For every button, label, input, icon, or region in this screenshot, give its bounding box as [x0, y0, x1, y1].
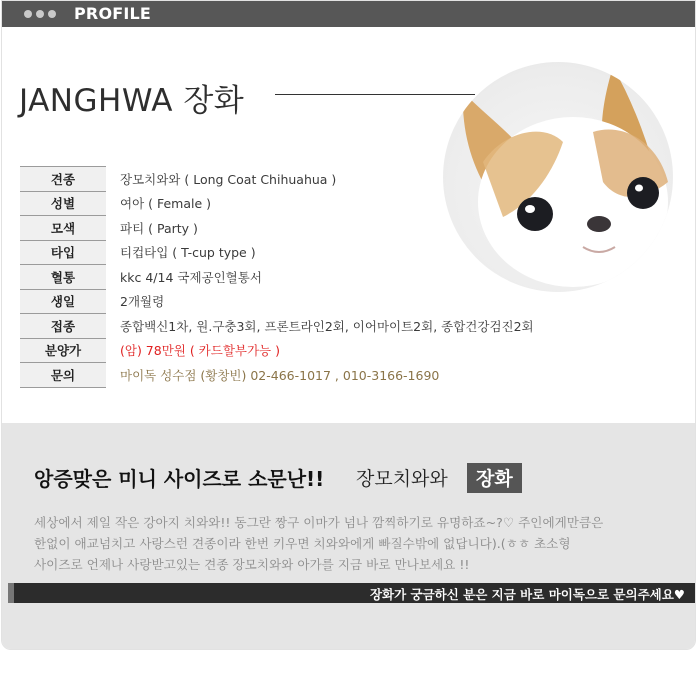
dot-icon — [48, 10, 56, 18]
promo-description — [34, 512, 664, 575]
row-label-type: 타입 — [20, 240, 106, 265]
row-label-birth: 생일 — [20, 289, 106, 314]
table-row — [20, 265, 534, 290]
inquiry-cta-text: 장화가 궁금하신 분은 지금 바로 마이독으로 문의주세요♥ — [369, 587, 685, 602]
table-row — [20, 289, 534, 314]
row-value-breed: 장모치와와 ( Long Coat Chihuahua ) — [120, 171, 337, 187]
profile-card — [1, 0, 696, 650]
dog-name-heading: JANGHWA 장화 — [19, 83, 245, 119]
table-row — [20, 216, 534, 241]
inquiry-cta-bar — [8, 583, 695, 603]
promo-line: 세상에서 제일 작은 강아지 치와와!! 동그란 짱구 이마가 넘나 깜찍하기로 유명하죠~?♡ 주인에게만큼은 — [34, 515, 604, 530]
promo-line: 사이즈로 언제나 사랑받고있는 견종 장모치와와 아가를 지금 바로 만나보세요 !! — [34, 557, 470, 572]
row-label-vaccination: 접종 — [20, 314, 106, 339]
table-row — [20, 338, 534, 363]
row-value-price: (암) 78만원 ( 카드할부가능 ) — [120, 343, 280, 359]
promo-name-tag: 장화 — [467, 463, 522, 493]
table-row — [20, 191, 534, 216]
row-label-color: 모색 — [20, 216, 106, 241]
header-dots — [24, 10, 56, 18]
row-value-pedigree: kkc 4/14 국제공인혈통서 — [120, 269, 262, 285]
row-label-pedigree: 혈통 — [20, 265, 106, 290]
row-label-sex: 성별 — [20, 191, 106, 216]
row-value-sex: 여아 ( Female ) — [120, 196, 212, 212]
table-row — [20, 240, 534, 265]
heading-divider — [275, 94, 475, 95]
row-label-inquiry: 문의 — [20, 363, 106, 388]
promo-line: 한없이 애교넘치고 사랑스런 견종이라 한번 키우면 치와와에게 빠질수밖에 없답니다).(ㅎㅎ 초소형 — [34, 536, 571, 551]
table-row — [20, 167, 534, 192]
row-value-color: 파티 ( Party ) — [120, 220, 198, 236]
promo-subtitle: 장모치와와 — [356, 468, 448, 490]
profile-info-table — [20, 166, 534, 388]
profile-header-bar — [2, 1, 695, 27]
row-value-inquiry: 마이독 성수점 (황창빈) 02-466-1017 , 010-3166-1690 — [120, 367, 440, 383]
row-value-type: 티컵타입 ( T-cup type ) — [120, 245, 256, 261]
promo-title: 앙증맞은 미니 사이즈로 소문난!! — [34, 467, 325, 491]
row-value-birth: 2개월령 — [120, 294, 165, 310]
dot-icon — [36, 10, 44, 18]
row-label-price: 분양가 — [20, 338, 106, 363]
table-row — [20, 314, 534, 339]
header-title: PROFILE — [74, 4, 152, 23]
row-value-vaccination: 종합백신1차, 원.구충3회, 프론트라인2회, 이어마이트2회, 종합건강검진2회 — [120, 318, 534, 334]
row-label-breed: 견종 — [20, 167, 106, 192]
dot-icon — [24, 10, 32, 18]
table-row — [20, 363, 534, 388]
